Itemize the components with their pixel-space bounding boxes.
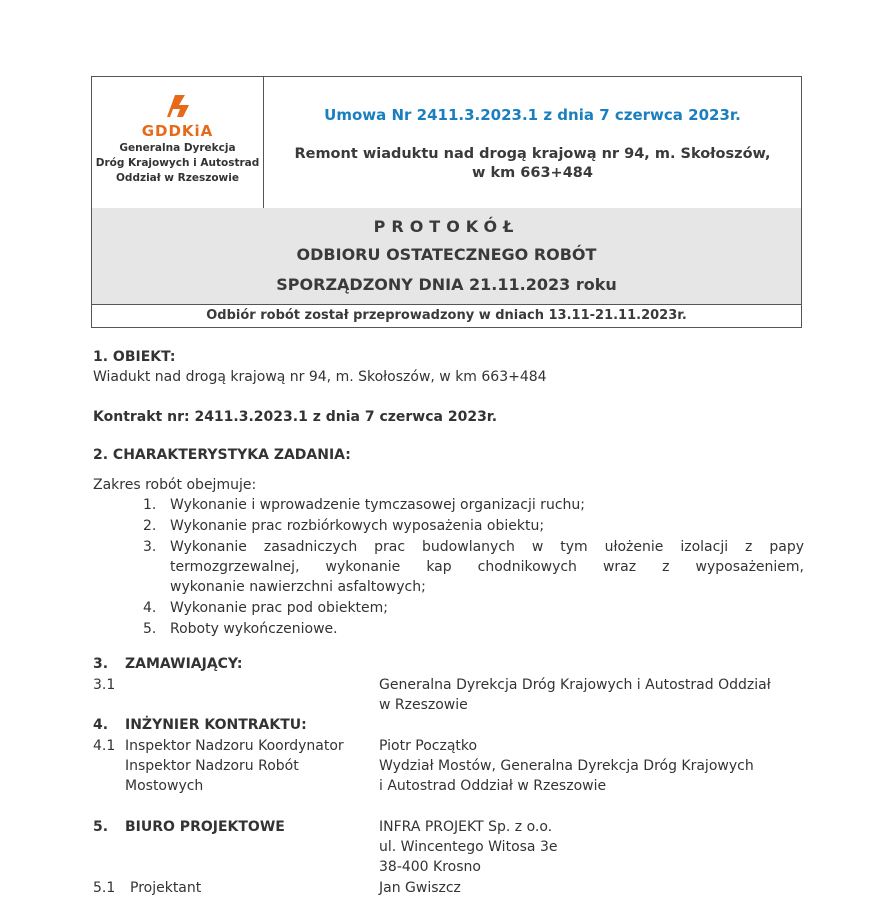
protocol-band [92,208,801,305]
role-coordinator: Inspektor Nadzoru Koordynator [125,738,344,754]
designer-name: Jan Gwiszcz [379,880,461,896]
list-item-number: 1. [143,497,157,513]
list-item: Wykonanie prac rozbiórkowych wyposażenia obiektu; [170,518,545,534]
section-5-sub: 5.1 [93,880,116,896]
design-office-city: 38-400 Krosno [379,859,481,875]
list-item: Wykonanie prac pod obiektem; [170,600,389,616]
list-item: Wykonanie zasadniczych prac budowlanych w tym ułożenie izolacji z papy [170,539,804,555]
list-item: Roboty wykończeniowe. [170,621,338,637]
section-3-sub: 3.1 [93,677,116,693]
role-bridge-inspector-continued: Mostowych [125,778,204,794]
bridge-inspector-unit-continued: i Autostrad Oddział w Rzeszowie [379,778,607,794]
object-description: Wiadukt nad drogą krajową nr 94, m. Skołoszów, w km 663+484 [93,369,547,385]
list-item: Wykonanie i wprowadzenie tymczasowej organizacji ruchu; [170,497,585,513]
section-5-number: 5. [93,819,109,835]
list-item-continued: termozgrzewalnej, wykonanie kap chodnikowych wraz z wyposażeniem, [170,559,804,575]
list-item-number: 3. [143,539,157,555]
list-item-number: 2. [143,518,157,534]
org-full-name: Generalna Dyrekcja Dróg Krajowych i Autostrad Oddział w Rzeszowie [95,142,260,184]
protocol-date: SPORZĄDZONY DNIA 21.11.2023 roku [276,275,617,294]
section-4-sub: 4.1 [93,738,116,754]
contract-line: Kontrakt nr: 2411.3.2023.1 z dnia 7 czerwca 2023r. [93,409,498,425]
header-frame [91,76,802,328]
role-designer: Projektant [130,880,202,896]
list-item-number: 5. [143,621,157,637]
design-office-street: ul. Wincentego Witosa 3e [379,839,558,855]
section-1-heading: 1. OBIEKT: [93,349,176,365]
coordinator-name: Piotr Początko [379,738,478,754]
list-item-continued: wykonanie nawierzchni asfaltowych; [170,579,426,595]
contract-cell [264,77,801,208]
design-office-name: INFRA PROJEKT Sp. z o.o. [379,819,553,835]
logo-cell [92,77,264,208]
section-4-number: 4. [93,717,109,733]
org-short-name: GDDKiA [141,122,214,140]
protocol-title: PROTOKÓŁ [373,217,520,236]
project-title: Remont wiaduktu nad drogą krajową nr 94, m. Skołoszów, w km 663+484 [294,146,771,181]
section-3-number: 3. [93,656,109,672]
section-2-heading: 2. CHARAKTERYSTYKA ZADANIA: [93,447,351,463]
scope-intro: Zakres robót obejmuje: [93,477,257,493]
acceptance-dates: Odbiór robót został przeprowadzony w dniach 13.11-21.11.2023r. [206,308,687,323]
client-name-continued: w Rzeszowie [379,697,468,713]
gddkia-logo-icon [163,93,191,119]
client-name: Generalna Dyrekcja Dróg Krajowych i Autostrad Oddział [379,677,771,693]
protocol-subtitle: ODBIORU OSTATECZNEGO ROBÓT [296,245,597,264]
list-item-number: 4. [143,600,157,616]
section-5-heading: BIURO PROJEKTOWE [125,819,285,835]
bridge-inspector-unit: Wydział Mostów, Generalna Dyrekcja Dróg Krajowych [379,758,754,774]
contract-number: Umowa Nr 2411.3.2023.1 z dnia 7 czerwca 2023r. [324,106,741,124]
header-top [92,77,801,209]
section-3-heading: ZAMAWIAJĄCY: [125,656,243,672]
role-bridge-inspector: Inspektor Nadzoru Robót [125,758,299,774]
section-4-heading: INŻYNIER KONTRAKTU: [125,717,307,733]
